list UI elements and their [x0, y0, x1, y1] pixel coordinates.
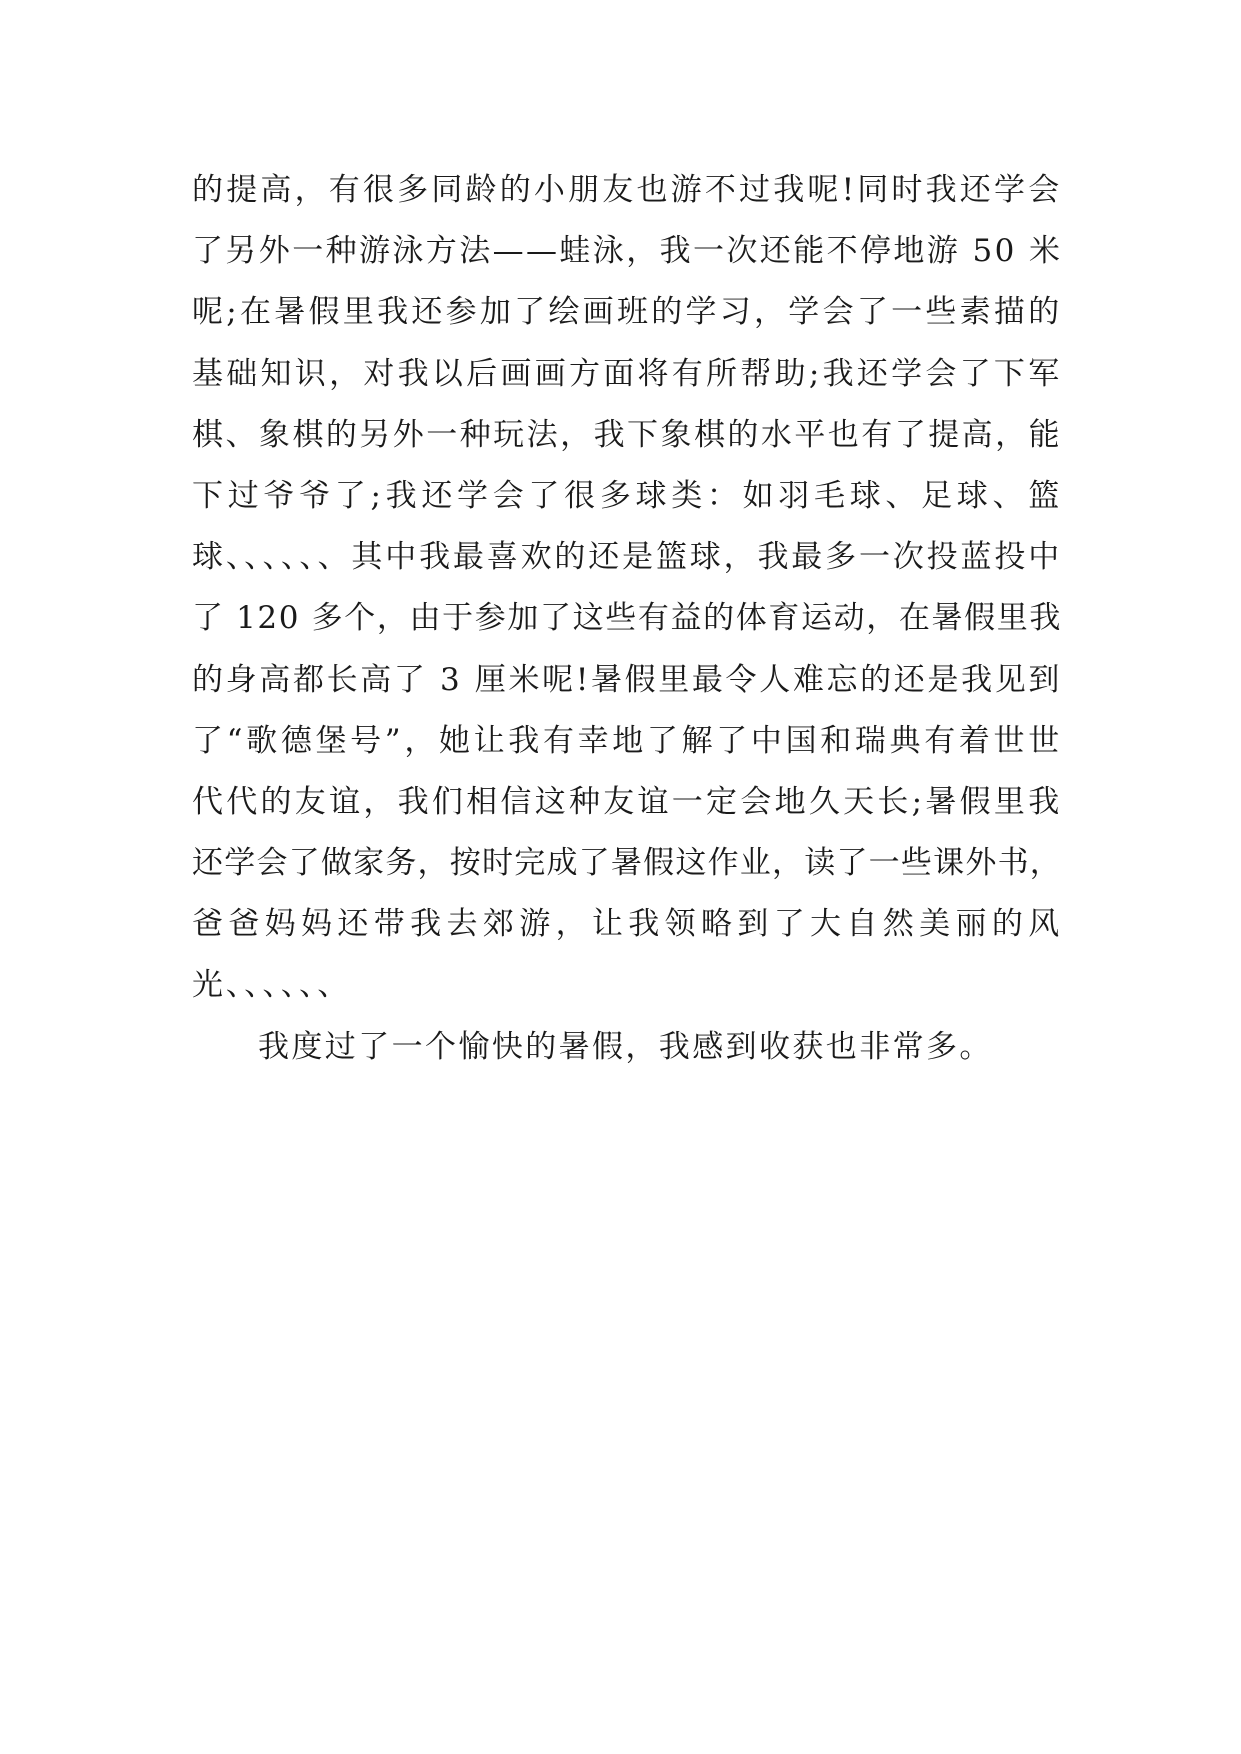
text-line: 了 120 多个，由于参加了这些有益的体育运动，在暑假里我 [192, 600, 1062, 637]
text-line: 还学会了做家务，按时完成了暑假这作业，读了一些课外书， [192, 845, 1062, 882]
text-line: 球、、、、、、其中我最喜欢的还是篮球，我最多一次投蓝投中 [192, 539, 1062, 576]
text-line: 呢;在暑假里我还参加了绘画班的学习，学会了一些素描的 [192, 294, 1062, 331]
text-line: 基础知识，对我以后画画方面将有所帮助;我还学会了下军 [192, 355, 1062, 392]
text-line: 了“歌德堡号”，她让我有幸地了解了中国和瑞典有着世世 [192, 722, 1062, 759]
text-line: 了另外一种游泳方法——蛙泳，我一次还能不停地游 50 米 [192, 233, 1063, 270]
text-line: 代代的友谊，我们相信这种友谊一定会地久天长;暑假里我 [192, 783, 1062, 820]
paragraph-2 [192, 1017, 1062, 1078]
text-line: 光、、、、、、 [192, 967, 352, 1004]
text-line: 下过爷爷了;我还学会了很多球类：如羽毛球、足球、篮 [192, 477, 1062, 514]
text-line: 棋、象棋的另外一种玩法，我下象棋的水平也有了提高，能 [192, 416, 1062, 453]
paragraph-1 [192, 160, 1062, 1017]
text-line: 爸爸妈妈还带我去郊游，让我领略到了大自然美丽的风 [192, 906, 1062, 943]
text-line: 的身高都长高了 3 厘米呢!暑假里最令人难忘的还是我见到 [192, 661, 1062, 698]
text-line: 的提高，有很多同龄的小朋友也游不过我呢!同时我还学会 [192, 172, 1062, 208]
document-body [192, 160, 1062, 1078]
closing-sentence: 我度过了一个愉快的暑假，我感到收获也非常多。 [258, 1028, 993, 1065]
